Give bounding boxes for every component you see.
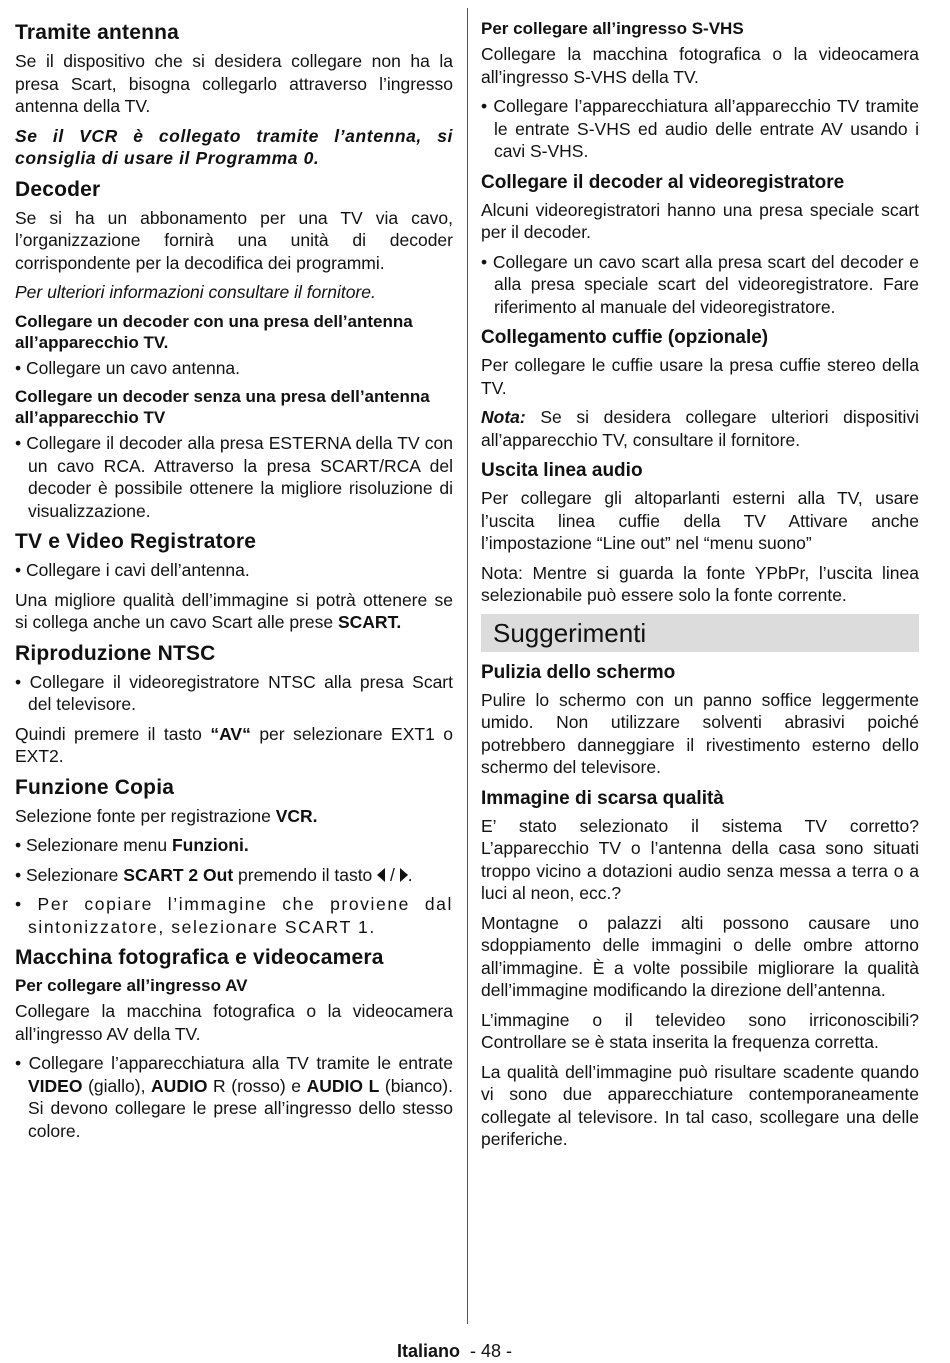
audio-text: Per collegare gli altoparlanti esterni alla TV, usare l’uscita linea cuffie della TV Attivare anche l’impostazione “Line out” nel “menu suono”: [481, 488, 919, 553]
heading-pulizia: Pulizia dello schermo: [481, 661, 676, 683]
cuffie-note-text: Se si desidera collegare ulteriori dispositivi all’apparecchio TV, consultare il fornitore.: [481, 407, 919, 450]
camera-bullet-c: R (rosso) e: [213, 1075, 302, 1096]
decoder-sub-with-antenna: Collegare un decoder con una presa dell’antenna all’apparecchio TV.: [15, 311, 413, 352]
right-column: [481, 14, 919, 1158]
copia-scart2out: SCART 2 Out: [123, 864, 234, 885]
qualita-text-2: Montagne o palazzi alti possono causare uno sdoppiamento delle immagini o delle ombre attorno all’immagine. È a volte possibile migliorare la qualità dell’immagine modificando la direzione dell’antenna.: [481, 912, 919, 1000]
decoder-text: Se si ha un abbonamento per una TV via cavo, l’organizzazione fornirà una unità di decoder corrispondente per la decodifica dei programmi.: [15, 207, 453, 273]
cuffie-note: [481, 406, 919, 451]
decoder-bullet-1: • Collegare un cavo antenna.: [15, 357, 241, 378]
copia-vcr: VCR.: [275, 805, 318, 826]
heading-cuffie: Collegamento cuffie (opzionale): [481, 327, 769, 348]
tv-video-text: [15, 589, 453, 634]
copia-bullet-1-a: • Selezionare menu: [15, 835, 168, 855]
decoder-sub-without-antenna: Collegare un decoder senza una presa dell’antenna all’apparecchio TV: [15, 387, 430, 427]
copia-bullet-2-b: premendo il tasto: [238, 864, 373, 885]
svhs-sub: Per collegare all’ingresso S-VHS: [481, 19, 744, 38]
pulizia-text: Pulire lo schermo con un panno soffice leggermente umido. Non utilizzare solventi abrasivi poiché potrebbero danneggiare il rivestimento esterno dello schermo del televisore.: [481, 689, 919, 777]
ntsc-text-b: per selezionare EXT1 o EXT2.: [15, 723, 453, 766]
footer-language: Italiano: [397, 1341, 461, 1361]
decoder-vcr-text: Alcuni videoregistratori hanno una presa speciale scart per il decoder.: [481, 199, 919, 242]
left-column: [15, 14, 453, 1149]
heading-funzione-copia: Funzione Copia: [15, 775, 175, 799]
qualita-text-4: La qualità dell’immagine può risultare scadente quando vi sono due apparecchiature contemporaneamente collegate al televisore. In tal caso, scollegare una delle periferiche.: [481, 1061, 919, 1149]
ntsc-text: [15, 723, 453, 768]
decoder-bullet-2: • Collegare il decoder alla presa ESTERNA della TV con un cavo RCA. Attraverso la presa SCART/RCA del decoder è possibile ottenere la migliore risoluzione di visualizzazione.: [15, 433, 453, 521]
suggerimenti-band: Suggerimenti: [481, 614, 919, 652]
copia-bullet-2-a: • Selezionare: [15, 864, 119, 885]
tramite-antenna-text: Se il dispositivo che si desidera collegare non ha la presa Scart, bisogna collegarlo attraverso l’ingresso antenna della TV.: [15, 51, 453, 116]
camera-bullet-a: • Collegare l’apparecchiatura alla TV tramite le entrate: [15, 1053, 453, 1073]
tv-video-text-a: Una migliore qualità dell’immagine si potrà ottenere se si collega anche un cavo Scart alle prese: [15, 589, 453, 632]
camera-audio: AUDIO: [151, 1075, 208, 1096]
heading-ntsc: Riproduzione NTSC: [15, 641, 216, 665]
ntsc-bullet: • Collegare il videoregistratore NTSC alla presa Scart del televisore.: [15, 671, 453, 714]
heading-tramite-antenna: Tramite antenna: [15, 21, 180, 44]
copia-end: .: [407, 864, 413, 885]
copia-text-a: Selezione fonte per registrazione: [15, 805, 271, 826]
ntsc-text-a: Quindi premere il tasto: [15, 723, 202, 744]
ntsc-av-key: “AV“: [210, 723, 251, 744]
copia-sep: /: [390, 864, 395, 885]
tramite-antenna-note: Se il VCR è collegato tramite l’antenna, si consiglia di usare il Programma 0.: [15, 125, 453, 168]
tv-video-bullet: • Collegare i cavi dell’antenna.: [15, 560, 250, 580]
cuffie-text: Per collegare le cuffie usare la presa cuffie stereo della TV.: [481, 355, 919, 398]
qualita-text-3: L’immagine o il televideo sono irriconoscibili? Controllare se è stata inserita la frequenza corretta.: [481, 1009, 919, 1052]
camera-video: VIDEO: [28, 1075, 83, 1096]
heading-uscita-audio: Uscita linea audio: [481, 460, 643, 481]
heading-camera: Macchina fotografica e videocamera: [15, 946, 384, 969]
copia-bullet-3: • Per copiare l’immagine che proviene dal sintonizzatore, selezionare SCART 1.: [15, 894, 453, 937]
camera-text: Collegare la macchina fotografica o la videocamera all’ingresso AV della TV.: [15, 1001, 453, 1044]
decoder-vcr-bullet: • Collegare un cavo scart alla presa scart del decoder e alla presa speciale scart del videoregistratore. Fare riferimento al manuale del videoregistratore.: [481, 251, 919, 317]
qualita-text-1: E’ stato selezionato il sistema TV corretto? L’apparecchio TV o l’antenna della casa sono situati troppo vicino a dotazioni audio senza messa a terra o a luci al neon, ecc.?: [481, 815, 919, 903]
heading-tv-video: TV e Video Registratore: [15, 530, 257, 553]
camera-bullet-d: (bianco). Si devono collegare le prese all’ingresso dello stesso colore.: [28, 1075, 453, 1141]
heading-decoder: Decoder: [15, 177, 101, 201]
cuffie-note-label: Nota:: [481, 407, 526, 427]
svhs-text: Collegare la macchina fotografica o la videocamera all’ingresso S-VHS della TV.: [481, 44, 919, 87]
page-number: - 48 -: [470, 1341, 513, 1361]
heading-qualita: Immagine di scarsa qualità: [481, 787, 724, 809]
page-footer: [397, 1341, 512, 1362]
camera-bullet-b: (giallo),: [88, 1075, 146, 1096]
copia-funzioni: Funzioni.: [171, 835, 249, 855]
tv-video-scart: SCART.: [337, 612, 402, 632]
left-arrow-icon: [377, 868, 385, 882]
copia-bullet-2: [15, 864, 453, 887]
audio-note: Nota: Mentre si guarda la fonte YPbPr, l’uscita linea selezionabile può essere solo la fonte corrente.: [481, 562, 919, 605]
decoder-info: Per ulteriori informazioni consultare il fornitore.: [15, 282, 376, 302]
copia-bullet-1: [15, 834, 453, 857]
heading-decoder-vcr: Collegare il decoder al videoregistratore: [481, 171, 845, 193]
right-arrow-icon: [400, 868, 408, 882]
camera-audio-l: AUDIO L: [306, 1075, 380, 1096]
column-divider: [467, 8, 468, 1324]
camera-sub-av: Per collegare all’ingresso AV: [15, 976, 248, 995]
camera-bullet: [15, 1052, 453, 1142]
copia-text: [15, 805, 453, 828]
svhs-bullet: • Collegare l’apparecchiatura all’apparecchio TV tramite le entrate S-VHS ed audio delle entrate AV usando i cavi S-VHS.: [481, 96, 919, 161]
